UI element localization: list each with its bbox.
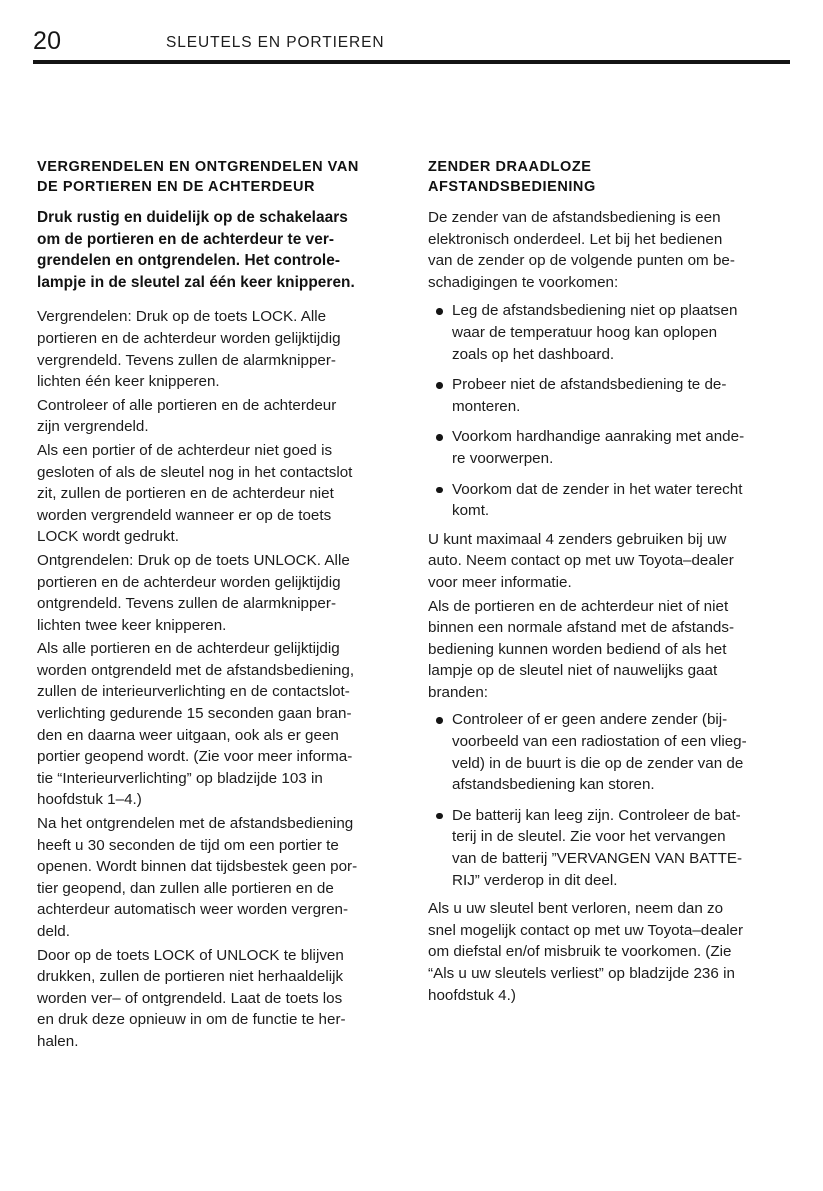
text-line: worden ver– of ontgrendeld. Laat de toets los <box>37 989 343 1007</box>
text-line: tier geopend, dan zullen alle portieren en de <box>37 879 334 897</box>
text-line: Voorkom dat de zender in het water terecht <box>452 480 743 498</box>
text-line: om diefstal en/of misbruik te voorkomen. (Zie <box>428 943 732 961</box>
text-line: van de zender op de volgende punten om be- <box>428 252 735 270</box>
text-line: Druk rustig en duidelijk op de schakelaars <box>37 209 348 226</box>
paragraph-max-transmitters <box>428 529 783 594</box>
paragraph-transmitter-intro <box>428 207 783 293</box>
left-column <box>37 158 392 1055</box>
text-line: van de batterij ”VERVANGEN VAN BATTE- <box>452 850 743 868</box>
text-line: voor meer informatie. <box>428 573 572 591</box>
text-line: De batterij kan leeg zijn. Controleer de bat- <box>452 806 741 824</box>
text-line: Na het ontgrendelen met de afstandsbediening <box>37 815 354 833</box>
text-line: U kunt maximaal 4 zenders gebruiken bij uw <box>428 530 727 548</box>
text-line: worden vergrendeld wanneer er op de toets <box>37 506 332 524</box>
paragraph-hold-button <box>37 945 392 1053</box>
bullet-icon <box>436 813 443 820</box>
running-title: SLEUTELS EN PORTIEREN <box>166 34 385 51</box>
list-item <box>428 479 783 522</box>
text-line: om de portieren en de achterdeur te ver- <box>37 230 335 248</box>
text-line: elektronisch onderdeel. Let bij het bedienen <box>428 230 723 248</box>
text-line: en druk deze opnieuw in om de functie te her- <box>37 1011 346 1029</box>
text-line: lichten twee keer knipperen. <box>37 616 227 634</box>
text-line: Door op de toets LOCK of UNLOCK te blijven <box>37 946 344 964</box>
bullet-icon <box>436 717 443 724</box>
text-line: Als de portieren en de achterdeur niet of niet <box>428 597 729 615</box>
lead-paragraph <box>37 207 392 293</box>
text-line: Ontgrendelen: Druk op de toets UNLOCK. Alle <box>37 551 350 569</box>
text-line: heeft u 30 seconden de tijd om een portier te <box>37 836 339 854</box>
text-line: Vergrendelen: Druk op de toets LOCK. Alle <box>37 308 327 326</box>
text-line: branden: <box>428 683 489 701</box>
section-heading-transmitter <box>428 158 783 197</box>
right-column <box>428 158 783 1008</box>
heading-line: AFSTANDSBEDIENING <box>428 178 596 195</box>
text-line: waar de temperatuur hoog kan oplopen <box>452 323 718 341</box>
text-line: LOCK wordt gedrukt. <box>37 528 180 546</box>
text-line: schadigingen te voorkomen: <box>428 273 619 291</box>
text-line: lichten één keer knipperen. <box>37 373 220 391</box>
text-line: Als een portier of de achterdeur niet goed is <box>37 441 333 459</box>
list-item <box>428 374 783 417</box>
text-line: Leg de afstandsbediening niet op plaatsen <box>452 302 738 320</box>
text-line: drukken, zullen de portieren niet herhaaldelijk <box>37 968 344 986</box>
header-rule <box>33 60 790 64</box>
text-line: hoofdstuk 4.) <box>428 986 516 1004</box>
text-line: vergrendeld. Tevens zullen de alarmknipper- <box>37 351 337 369</box>
text-line: grendelen en ontgrendelen. Het controle- <box>37 252 341 270</box>
text-line: portier geopend wordt. (Zie voor meer informa- <box>37 748 353 766</box>
text-line: Controleer of alle portieren en de achterdeur <box>37 396 337 414</box>
text-line: hoofdstuk 1–4.) <box>37 791 142 809</box>
paragraph-relock-timer <box>37 813 392 943</box>
troubleshooting-list <box>428 709 783 891</box>
text-line: lampje op de sleutel niet of nauwelijks gaat <box>428 662 718 680</box>
text-line: deld. <box>37 923 70 940</box>
paragraph-interior-light <box>37 638 392 811</box>
text-line: tie “Interieurverlichting” op bladzijde 103 in <box>37 769 323 787</box>
text-line: Voorkom hardhandige aanraking met ande- <box>452 428 745 446</box>
text-line: komt. <box>452 502 490 520</box>
bullet-icon <box>436 382 443 389</box>
text-line: lampje in de sleutel zal één keer knipperen. <box>37 273 355 291</box>
heading-line: DE PORTIEREN EN DE ACHTERDEUR <box>37 178 316 195</box>
section-heading-locking <box>37 158 392 197</box>
text-line: bediening kunnen worden bediend of als het <box>428 640 727 658</box>
paragraph-lock-instruction <box>37 306 392 392</box>
paragraph-check-locked <box>37 395 392 438</box>
heading-line: VERGRENDELEN EN ONTGRENDELEN VAN <box>37 159 359 175</box>
text-line: portieren en de achterdeur worden gelijktijdig <box>37 573 341 591</box>
paragraph-troubleshooting-intro <box>428 596 783 704</box>
text-line: ontgrendeld. Tevens zullen de alarmknipper- <box>37 595 337 613</box>
paragraph-lost-key <box>428 898 783 1006</box>
text-line: De zender van de afstandsbediening is een <box>428 209 721 226</box>
text-line: worden ontgrendeld met de afstandsbediening, <box>37 661 355 679</box>
list-item <box>428 300 783 365</box>
text-line: gesloten of als de sleutel nog in het contactslot <box>37 463 353 481</box>
page-number: 20 <box>33 27 62 55</box>
text-line: Als alle portieren en de achterdeur gelijktijdig <box>37 640 340 658</box>
heading-line: ZENDER DRAADLOZE <box>428 159 592 175</box>
text-line: auto. Neem contact op met uw Toyota–dealer <box>428 552 734 570</box>
text-line: zit, zullen de portieren en de achterdeur niet <box>37 485 334 503</box>
text-line: RIJ” verderop in dit deel. <box>452 871 618 889</box>
bullet-icon <box>436 487 443 494</box>
text-line: achterdeur automatisch weer worden vergren- <box>37 901 349 919</box>
list-item <box>428 709 783 795</box>
text-line: den en daarna weer uitgaan, ook als er geen <box>37 726 339 744</box>
text-line: zullen de interieurverlichting en de contactslot- <box>37 683 350 701</box>
text-line: zoals op het dashboard. <box>452 345 615 363</box>
bullet-icon <box>436 434 443 441</box>
text-line: Controleer of er geen andere zender (bij- <box>452 711 728 729</box>
text-line: halen. <box>37 1032 79 1050</box>
text-line: Als u uw sleutel bent verloren, neem dan zo <box>428 900 724 918</box>
precaution-list <box>428 300 783 521</box>
list-item <box>428 805 783 891</box>
list-item <box>428 426 783 469</box>
text-line: afstandsbediening kan storen. <box>452 776 655 794</box>
text-line: veld) in de buurt is die op de zender van de <box>452 754 744 772</box>
text-line: openen. Wordt binnen dat tijdsbestek geen por- <box>37 858 358 876</box>
paragraph-unlock-instruction <box>37 550 392 636</box>
text-line: monteren. <box>452 397 521 415</box>
text-line: binnen een normale afstand met de afstands- <box>428 619 735 637</box>
text-line: portieren en de achterdeur worden gelijktijdig <box>37 329 341 347</box>
text-line: “Als u uw sleutels verliest” op bladzijde 236 in <box>428 965 735 982</box>
bullet-icon <box>436 308 443 315</box>
text-line: zijn vergrendeld. <box>37 418 149 436</box>
text-line: re voorwerpen. <box>452 449 554 467</box>
text-line: Probeer niet de afstandsbediening te de- <box>452 376 727 394</box>
text-line: terij in de sleutel. Zie voor het vervangen <box>452 828 726 846</box>
text-line: voorbeeld van een radiostation of een vlieg- <box>452 733 747 751</box>
text-line: snel mogelijk contact op met uw Toyota–dealer <box>428 921 744 939</box>
paragraph-door-not-closed <box>37 440 392 548</box>
text-line: verlichting gedurende 15 seconden gaan bran- <box>37 705 352 723</box>
